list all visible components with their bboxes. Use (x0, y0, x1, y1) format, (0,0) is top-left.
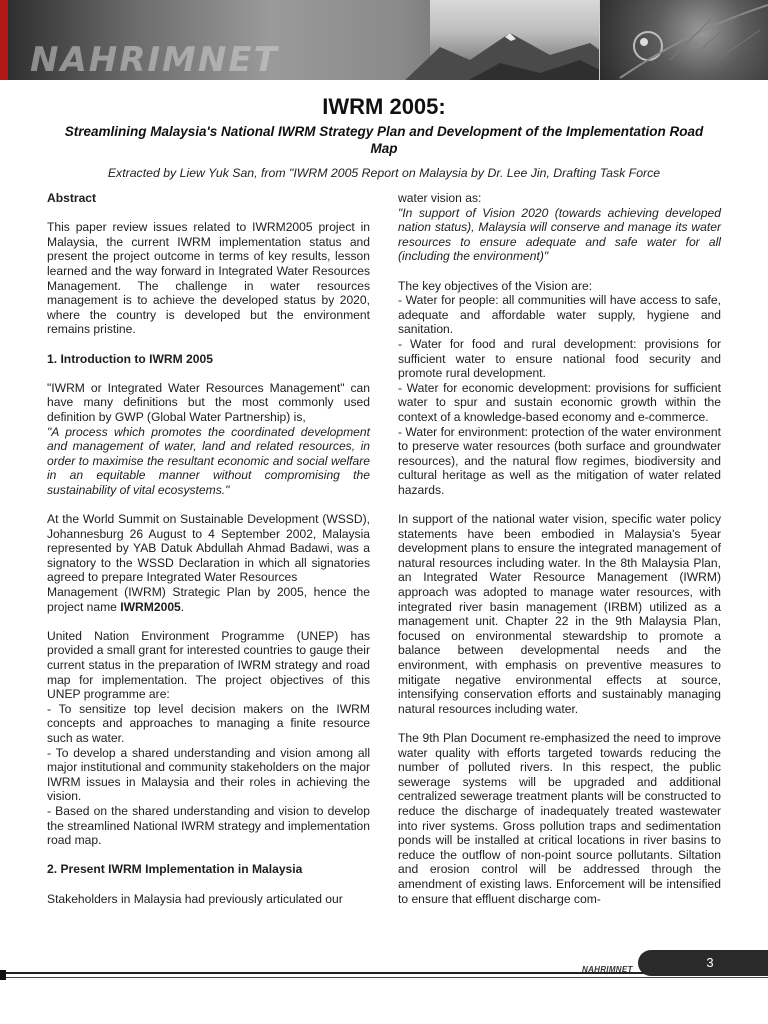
abstract-heading: Abstract (47, 191, 97, 205)
section1-heading: 1. Introduction to IWRM 2005 (47, 351, 213, 366)
abstract-text: This paper review issues related to IWRM2005 project in Malaysia, the current IWRM implementation status and present the project outcome in terms of key results, lesson learned and the way forward in Integrated Water Resources Management. The challenge in water resources management is to achieve the developed status by 2020, where the country is developed but the environment remains pristine. (47, 220, 370, 337)
page-title: IWRM 2005: (322, 94, 446, 119)
leaf-icon (600, 0, 768, 80)
water-vision-quote: "In support of Vision 2020 (towards achieving developed nation status), Malaysia will conserve and manage its water resources to ensure adequate and safe water for all (including the environment)" (398, 205, 721, 264)
water-vision-intro: water vision as: (398, 191, 482, 205)
banner-brand-logo: NAHRIMNET (30, 40, 279, 80)
section2-paragraph: Stakeholders in Malaysia had previously articulated our (47, 891, 343, 906)
objective-item: - Based on the shared understanding and vision to develop the streamlined National IWRM strategy and implementation road map. (47, 803, 370, 848)
page-number: 3 (706, 955, 714, 970)
section2-heading: 2. Present IWRM Implementation in Malaysia (47, 862, 303, 877)
right-column (398, 191, 721, 921)
mountain-graphic (400, 25, 620, 80)
author-credit: Extracted by Liew Yuk San, from "IWRM 2005 Report on Malaysia by Dr. Lee Jin, Drafting Task Force (107, 166, 661, 180)
header-banner (0, 0, 768, 80)
section1-paragraph: "IWRM or Integrated Water Resources Management" can have many definitions but the most commonly used definition by GWP (Global Water Partnership) is, (47, 380, 370, 424)
objective-item: - To develop a shared understanding and vision among all major institutional and community stakeholders on the major IWRM issues in Malaysia and their roles in achieving the vision. (47, 745, 370, 804)
ninth-plan-paragraph: The 9th Plan Document re-emphasized the need to improve water quality with efforts targeted towards reducing the number of polluted rivers. In this respect, the public sewerage systems will be upgraded and additional centralized sewerage treatment plants will be constructed to reduce the discharge of inadequately treated wastewater into river systems. Gross pollution traps and sedimentation ponds will be installed at critical locations in river basins to reduce the outflow of non-point source pollutants. Siltation and erosion control will be addressed through the amendment of existing laws. Enforcement will be intensified to ensure that effluent discharge com- (398, 730, 721, 906)
unep-paragraph: United Nation Environment Programme (UNEP) has provided a small grant for interested countries to gauge their current status in the preparation of IWRM strategy and road map for implementation. The project objectives of this UNEP programme are: (47, 628, 370, 702)
vision-objective-item: - Water for food and rural development: provisions for sufficient water to ensure national food security and promote rural development. (398, 336, 721, 381)
objective-item: - To sensitize top level decision makers on the IWRM concepts and approaches to managing a finite resource such as water. (47, 701, 370, 745)
iwrm2005-paragraph (47, 585, 370, 614)
iwrm2005-project-name: IWRM2005 (120, 599, 181, 614)
vision-objective-item: - Water for environment: protection of the water environment to preserve water resources (both surface and groundwater resources), and the natural flow regimes, biodiversity and cultural heritage as well as the mitigation of water related hazards. (398, 424, 721, 497)
left-column (47, 191, 370, 921)
iwrm2005-period: . (180, 599, 185, 614)
footer-brand: NAHRIMNET (582, 965, 633, 974)
banner-accent-bar (0, 0, 8, 80)
gwp-definition-quote: "A process which promotes the coordinated development and management of water, land and related resources, in order to maximise the resultant economic and social welfare in an equitable manner without compromising the sustainability of vital ecosystems." (47, 424, 370, 497)
malaysia-plan-paragraph: In support of the national water vision, specific water policy statements have been embodied in Malaysia's 5year development plans to ensure the integrated management of natural resources including water. In the 8th Malaysia Plan, an Integrated Water Resource Management (IWRM) approach was adopted to manage water resources, with integrated river basin management (IRBM) utilized as a management unit. Chapter 22 in the 9th Malaysia Plan, focused on environmental stewardship to promote a balance between developmental needs and the environment, with emphasis on preventive measures to mitigate negative environmental effects at source, intensifying conservation efforts and sustainably managing natural resources including water. (398, 512, 721, 716)
vision-objective-item: - Water for economic development: provisions for sufficient water to spur and sustain economic growth within the context of a knowledge-based economy and e-commerce. (398, 380, 721, 424)
footer-marker (0, 970, 6, 980)
wssd-paragraph: At the World Summit on Sustainable Development (WSSD), Johannesburg 26 August to 4 September 2002, Malaysia represented by YAB Datuk Abdullah Ahmad Badawi, was a signatory to the WSSD Declaration in which all signatories agreed to prepare Integrated Water Resources (47, 512, 370, 585)
page-subtitle: Streamlining Malaysia's National IWRM Strategy Plan and Development of the Implementation Road Map (64, 124, 704, 156)
footer-rule-thin (0, 977, 768, 978)
vision-objective-item: - Water for people: all communities will have access to safe, adequate and affordable water supply, hygiene and sanitation. (398, 293, 721, 337)
iwrm2005-text: Management (IWRM) Strategic Plan by 2005, hence the project name (47, 585, 370, 614)
banner-leaf-image (600, 0, 768, 80)
objectives-intro: The key objectives of the Vision are: (398, 278, 593, 293)
